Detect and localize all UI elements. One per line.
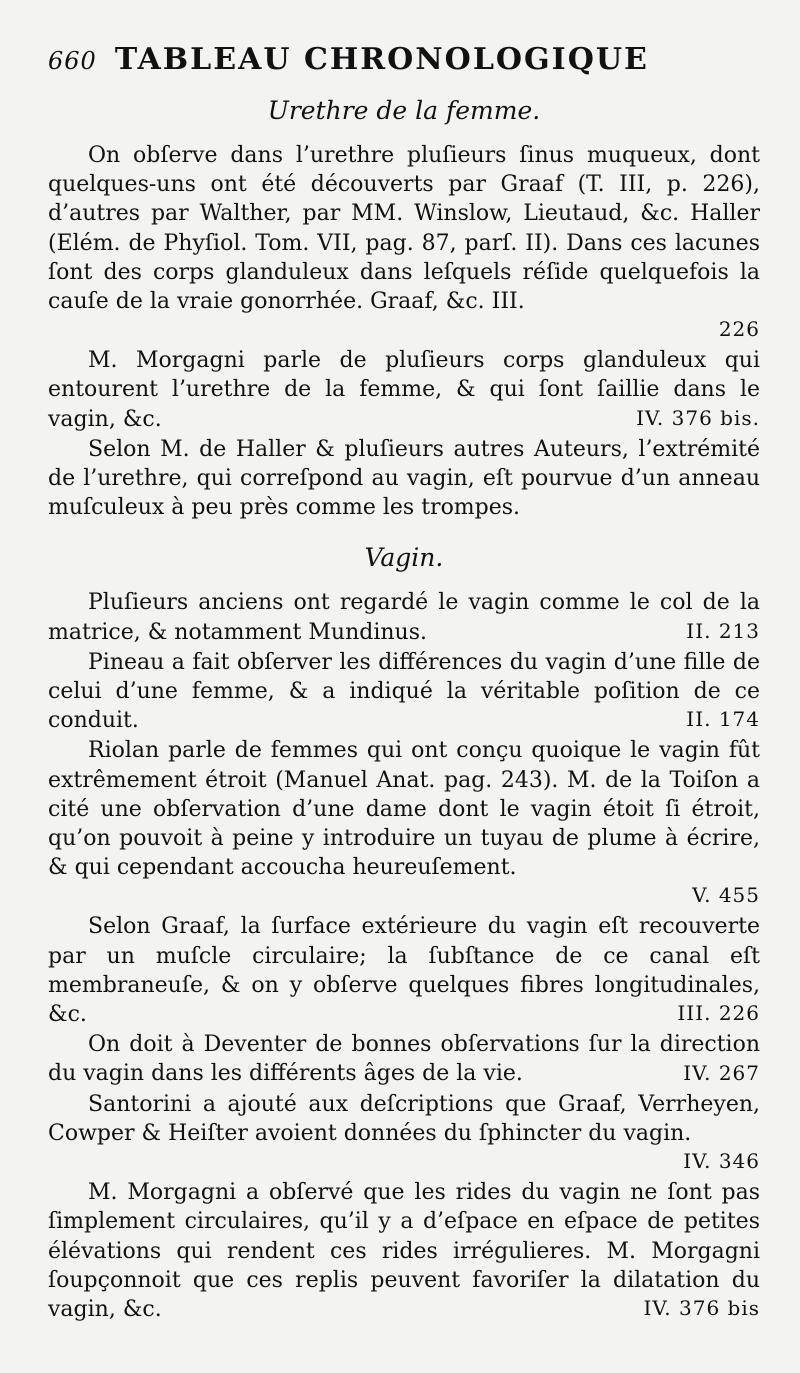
entry-urethre-3: [48, 435, 760, 523]
entry-text: On doit à Deventer de bonnes obſervations ſur la direction du vagin dans les différents âges de la vie.: [48, 1032, 760, 1087]
entry-reference: IV. 376 bis: [643, 1296, 760, 1321]
entry-vagin-6: [48, 1090, 760, 1174]
entry-reference: II. 213: [686, 618, 760, 643]
section-title-urethre: Urethre de la femme.: [267, 96, 541, 125]
entry-reference: V. 455: [692, 883, 760, 908]
entry-text: Selon M. de Haller & pluſieurs autres Auteurs, l’extrémité de l’urethre, qui correſpond au vagin, eſt pourvue d’un anneau muſculeux à peu près comme les trompes.: [48, 436, 760, 521]
entry-reference: IV. 376 bis.: [636, 405, 760, 430]
entry-reference: IV. 346: [683, 1149, 760, 1174]
entry-text: M. Morgagni parle de pluſieurs corps glanduleux qui entourent l’urethre de la femme, & qui ſont ſaillie dans le vagin, &c.: [48, 348, 760, 432]
entry-text: Pineau a fait obſerver les différences du vagin d’une fille de celui d’une femme, & a indiqué la véritable poſition de ce conduit.: [48, 649, 760, 734]
section-title-vagin: Vagin.: [364, 543, 444, 573]
entry-urethre-2: [48, 346, 760, 431]
entry-vagin-2: [48, 648, 760, 733]
entry-text: M. Morgagni a obſervé que les rides du vagin ne ſont pas ſimplement circulaires, qu’il y a d’eſpace en eſpace de petites élévations qui rendent ces rides irrégulieres. M. Morgagni ſoupçonnoit que ces replis peuvent favoriſer la dilatation du vagin, &c.: [48, 1180, 760, 1322]
entry-reference: III. 226: [677, 1001, 760, 1026]
entry-vagin-3: [48, 736, 760, 908]
entry-text: On obſerve dans l’urethre pluſieurs ſinus muqueux, dont quelques-uns ont été découverts par Graaf (T. III, p. 226), d’autres par Walther, par MM. Winslow, Lieutaud, &c. Haller (Elém. de Phyſiol. Tom. VII, pag. 87, parſ. II). Dans ces lacunes ſont des corps glanduleux dans leſquels réſide quelquefois la cauſe de la vraie gonorrhée. Graaf, &c. III.: [48, 143, 760, 315]
entry-reference: 226: [718, 317, 760, 342]
entry-vagin-7: [48, 1178, 760, 1321]
entry-text: Riolan parle de femmes qui ont conçu quoique le vagin fût extrêmement étroit (Manuel Anat. pag. 243). M. de la Toiſon a cité une obſervation d’une dame dont le vagin étoit ſi étroit, qu’on pouvoit à peine y introduire un tuyau de plume à écrire, & qui cependant accoucha heureuſement.: [48, 738, 760, 881]
entry-vagin-1: [48, 588, 760, 643]
entry-text: Selon Graaf, la ſurface extérieure du vagin eſt recouverte par un muſcle circulaire; la ſubſtance de ce canal eſt membraneuſe, & on y obſerve quelques fibres longitudinales, &c.: [48, 914, 760, 1028]
entry-text: Santorini a ajouté aux deſcriptions que Graaf, Verrheyen, Cowper & Heiſter avoient données du ſphincter du vagin.: [48, 1091, 760, 1146]
running-title: TABLEAU CHRONOLOGIQUE: [114, 42, 649, 77]
entry-vagin-4: [48, 912, 760, 1026]
entry-reference: II. 174: [686, 707, 760, 732]
entry-vagin-5: [48, 1030, 760, 1085]
page-number: 660: [48, 47, 97, 75]
entry-reference: IV. 267: [683, 1060, 760, 1085]
running-head: [48, 36, 760, 85]
entry-text: Pluſieurs anciens ont regardé le vagin comme le col de la matrice, & notamment Mundinus.: [48, 590, 760, 645]
entry-urethre-1: [48, 141, 760, 342]
